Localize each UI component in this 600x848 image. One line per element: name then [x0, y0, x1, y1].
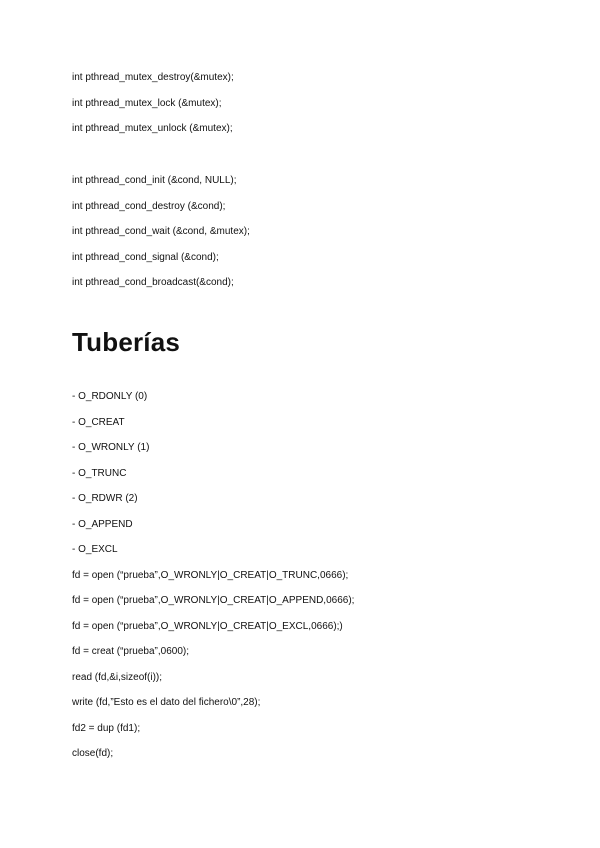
code-line: int pthread_cond_init (&cond, NULL); — [72, 175, 237, 186]
code-line: close(fd); — [72, 748, 114, 759]
code-line: int pthread_cond_broadcast(&cond); — [72, 277, 234, 289]
code-line: read (fd,&i,sizeof(i)); — [72, 671, 163, 683]
code-line: fd = open (“prueba”,O_WRONLY|O_CREAT|O_EXCL,0666);) — [72, 620, 343, 632]
code-line: fd = creat (“prueba”,0600); — [72, 646, 190, 657]
code-line: - O_TRUNC — [72, 467, 127, 479]
code-line: - O_CREAT — [72, 416, 125, 428]
code-line: - O_EXCL — [72, 544, 118, 555]
mutex-functions-block — [72, 72, 572, 149]
cond-functions-block — [72, 175, 572, 303]
code-line: fd = open (“prueba”,O_WRONLY|O_CREAT|O_TRUNC,0666); — [72, 569, 349, 581]
code-line: - O_WRONLY (1) — [72, 442, 150, 453]
code-line: int pthread_cond_destroy (&cond); — [72, 200, 226, 212]
code-line: int pthread_mutex_destroy(&mutex); — [72, 72, 234, 83]
code-line: - O_APPEND — [72, 518, 133, 530]
code-line: fd = open (“prueba”,O_WRONLY|O_CREAT|O_APPEND,0666); — [72, 595, 355, 606]
pipe-lines-block — [72, 391, 572, 774]
code-line: int pthread_mutex_lock (&mutex); — [72, 97, 222, 109]
code-line: int pthread_cond_wait (&cond, &mutex); — [72, 226, 250, 238]
code-line: - O_RDWR (2) — [72, 493, 138, 504]
code-line: int pthread_mutex_unlock (&mutex); — [72, 123, 233, 135]
section-heading: Tuberías — [72, 327, 181, 357]
code-line: int pthread_cond_signal (&cond); — [72, 251, 219, 263]
code-line: fd2 = dup (fd1); — [72, 722, 141, 734]
code-line: - O_RDONLY (0) — [72, 391, 148, 402]
code-line: write (fd,”Esto es el dato del fichero\0”,28); — [72, 697, 261, 708]
